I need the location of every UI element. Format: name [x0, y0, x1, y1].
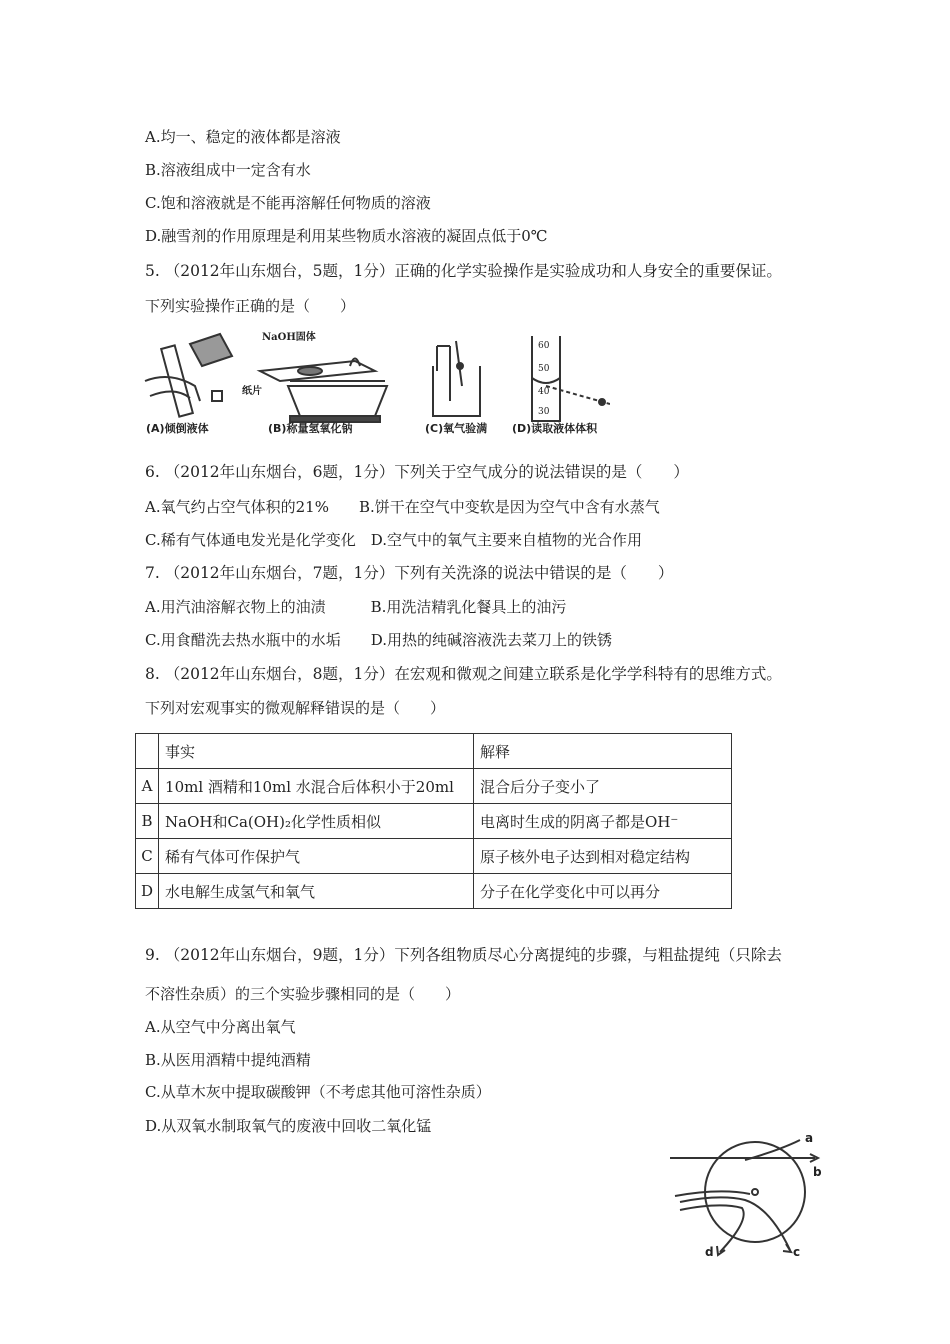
q7-options-row2: C.用食醋洗去热水瓶中的水垢 D.用热的纯碱溶液洗去菜刀上的铁锈 — [145, 631, 612, 649]
q7-options-row1: A.用汽油溶解衣物上的油渍 B.用洗洁精乳化餐具上的油污 — [145, 598, 567, 616]
caption-c: (C)氧气验满 — [425, 422, 488, 435]
svg-text:30: 30 — [538, 407, 550, 417]
label-c: c — [793, 1245, 801, 1259]
figure-d-reading-volume — [512, 336, 610, 435]
q8-stem-continued: 下列对宏观事实的微观解释错误的是（ ） — [145, 699, 446, 717]
q8-stem: 8. （2012年山东烟台，8题，1分）在宏观和微观之间建立联系是化学学科特有的思维方式。 — [145, 665, 782, 683]
table-row: C 稀有气体可作保护气 原子核外电子达到相对稳定结构 — [136, 839, 732, 874]
q4-option-d: D.融雪剂的作用原理是利用某些物质水溶液的凝固点低于0℃ — [145, 227, 548, 245]
figure-b-weighing — [242, 330, 387, 435]
table-row: B NaOH和Ca(OH)₂化学性质相似 电离时生成的阴离子都是OH⁻ — [136, 804, 732, 839]
q9-option-c: C.从草木灰中提取碳酸钾（不考虑其他可溶性杂质） — [145, 1083, 491, 1101]
q9-option-d: D.从双氧水制取氧气的废液中回收二氧化锰 — [145, 1117, 432, 1135]
q6-stem: 6. （2012年山东烟台，6题，1分）下列关于空气成分的说法错误的是（ ） — [145, 463, 689, 481]
q5-stem-continued: 下列实验操作正确的是（ ） — [145, 297, 356, 315]
paper-label: 纸片 — [242, 386, 262, 397]
label-d: d — [705, 1245, 714, 1259]
q6-options-row2: C.稀有气体通电发光是化学变化 D.空气中的氧气主要来自植物的光合作用 — [145, 531, 642, 549]
table-row: A 10ml 酒精和10ml 水混合后体积小于20ml 混合后分子变小了 — [136, 769, 732, 804]
q9-option-b: B.从医用酒精中提纯酒精 — [145, 1051, 311, 1069]
table-header: 事实 解释 — [136, 734, 732, 769]
caption-a: (A)倾倒液体 — [146, 422, 209, 435]
q9-stem-continued: 不溶性杂质）的三个实验步骤相同的是（ ） — [145, 985, 461, 1003]
q4-option-c: C.饱和溶液就是不能再溶解任何物质的溶液 — [145, 194, 431, 212]
q8-table — [135, 733, 732, 909]
label-b: b — [813, 1165, 822, 1179]
caption-d: (D)读取液体体积 — [512, 422, 598, 435]
figure-a-pouring-liquid — [145, 334, 232, 435]
q4-option-a: A.均一、稳定的液体都是溶液 — [145, 128, 341, 146]
naoh-label: NaOH固体 — [262, 332, 316, 343]
q4-option-b: B.溶液组成中一定含有水 — [145, 161, 311, 179]
q6-options-row1: A.氧气约占空气体积的21% B.饼干在空气中变软是因为空气中含有水蒸气 — [145, 498, 660, 516]
particle-circle-diagram — [660, 1130, 830, 1260]
svg-text:40: 40 — [538, 387, 550, 397]
q9-stem: 9. （2012年山东烟台，9题，1分）下列各组物质尽心分离提纯的步骤，与粗盐提纯（只除去 — [145, 946, 782, 964]
q5-stem: 5. （2012年山东烟台，5题，1分）正确的化学实验操作是实验成功和人身安全的重要保证。 — [145, 262, 782, 280]
caption-b: (B)称量氢氧化钠 — [268, 422, 353, 435]
q9-option-a: A.从空气中分离出氧气 — [145, 1018, 296, 1036]
figure-c-oxygen-test — [425, 341, 487, 435]
label-a: a — [805, 1131, 814, 1145]
q5-figures — [140, 326, 610, 441]
svg-text:60: 60 — [538, 341, 550, 351]
table-row: D 水电解生成氢气和氧气 分子在化学变化中可以再分 — [136, 874, 732, 909]
q7-stem: 7. （2012年山东烟台，7题，1分）下列有关洗涤的说法中错误的是（ ） — [145, 564, 674, 582]
svg-text:50: 50 — [538, 364, 550, 374]
